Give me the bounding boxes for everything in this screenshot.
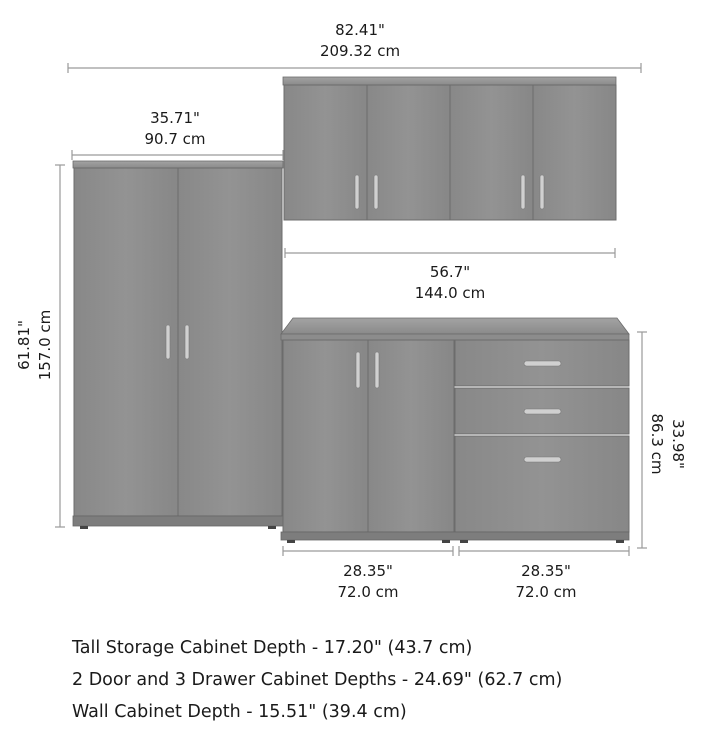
base-height-cm: 86.3 cm bbox=[648, 413, 666, 475]
overall-width-in: 82.41" bbox=[335, 21, 385, 39]
base-cabinets bbox=[281, 318, 629, 543]
handle-icon bbox=[521, 175, 525, 209]
base-height-in: 33.98" bbox=[669, 419, 687, 469]
handle-icon bbox=[524, 409, 561, 414]
handle-icon bbox=[185, 325, 189, 359]
note-base-depth: 2 Door and 3 Drawer Cabinet Depths - 24.69" (62.7 cm) bbox=[72, 670, 563, 690]
overall-width-label bbox=[295, 20, 425, 62]
clearance-in: 56.7" bbox=[429, 263, 471, 281]
handle-icon bbox=[356, 352, 360, 388]
overall-width-cm: 209.32 cm bbox=[319, 42, 401, 60]
handle-icon bbox=[166, 325, 170, 359]
handle-icon bbox=[524, 457, 561, 462]
tall-width-cm: 90.7 cm bbox=[144, 130, 206, 148]
handle-icon bbox=[355, 175, 359, 209]
clearance-cm: 144.0 cm bbox=[414, 284, 486, 302]
base-height-label bbox=[646, 394, 688, 494]
handle-icon bbox=[375, 352, 379, 388]
tall-width-in: 35.71" bbox=[150, 109, 200, 127]
tall-height-in: 61.81" bbox=[15, 320, 33, 370]
handle-icon bbox=[374, 175, 378, 209]
handle-icon bbox=[524, 361, 561, 366]
door-width-label bbox=[308, 561, 428, 603]
drawer-width-label bbox=[486, 561, 606, 603]
clearance-label bbox=[390, 262, 510, 304]
note-wall-depth: Wall Cabinet Depth - 15.51" (39.4 cm) bbox=[72, 702, 407, 722]
drawer-width-in: 28.35" bbox=[521, 562, 571, 580]
wall-cabinets bbox=[283, 77, 616, 220]
depth-notes bbox=[72, 632, 692, 728]
drawer-width-cm: 72.0 cm bbox=[515, 583, 577, 601]
door-width-cm: 72.0 cm bbox=[337, 583, 399, 601]
handle-icon bbox=[540, 175, 544, 209]
tall-height-cm: 157.0 cm bbox=[36, 309, 54, 381]
tall-width-label bbox=[115, 108, 235, 150]
door-width-in: 28.35" bbox=[343, 562, 393, 580]
tall-storage-cabinet bbox=[73, 161, 283, 529]
note-tall-depth: Tall Storage Cabinet Depth - 17.20" (43.7 cm) bbox=[72, 638, 473, 658]
tall-height-label bbox=[14, 285, 56, 405]
